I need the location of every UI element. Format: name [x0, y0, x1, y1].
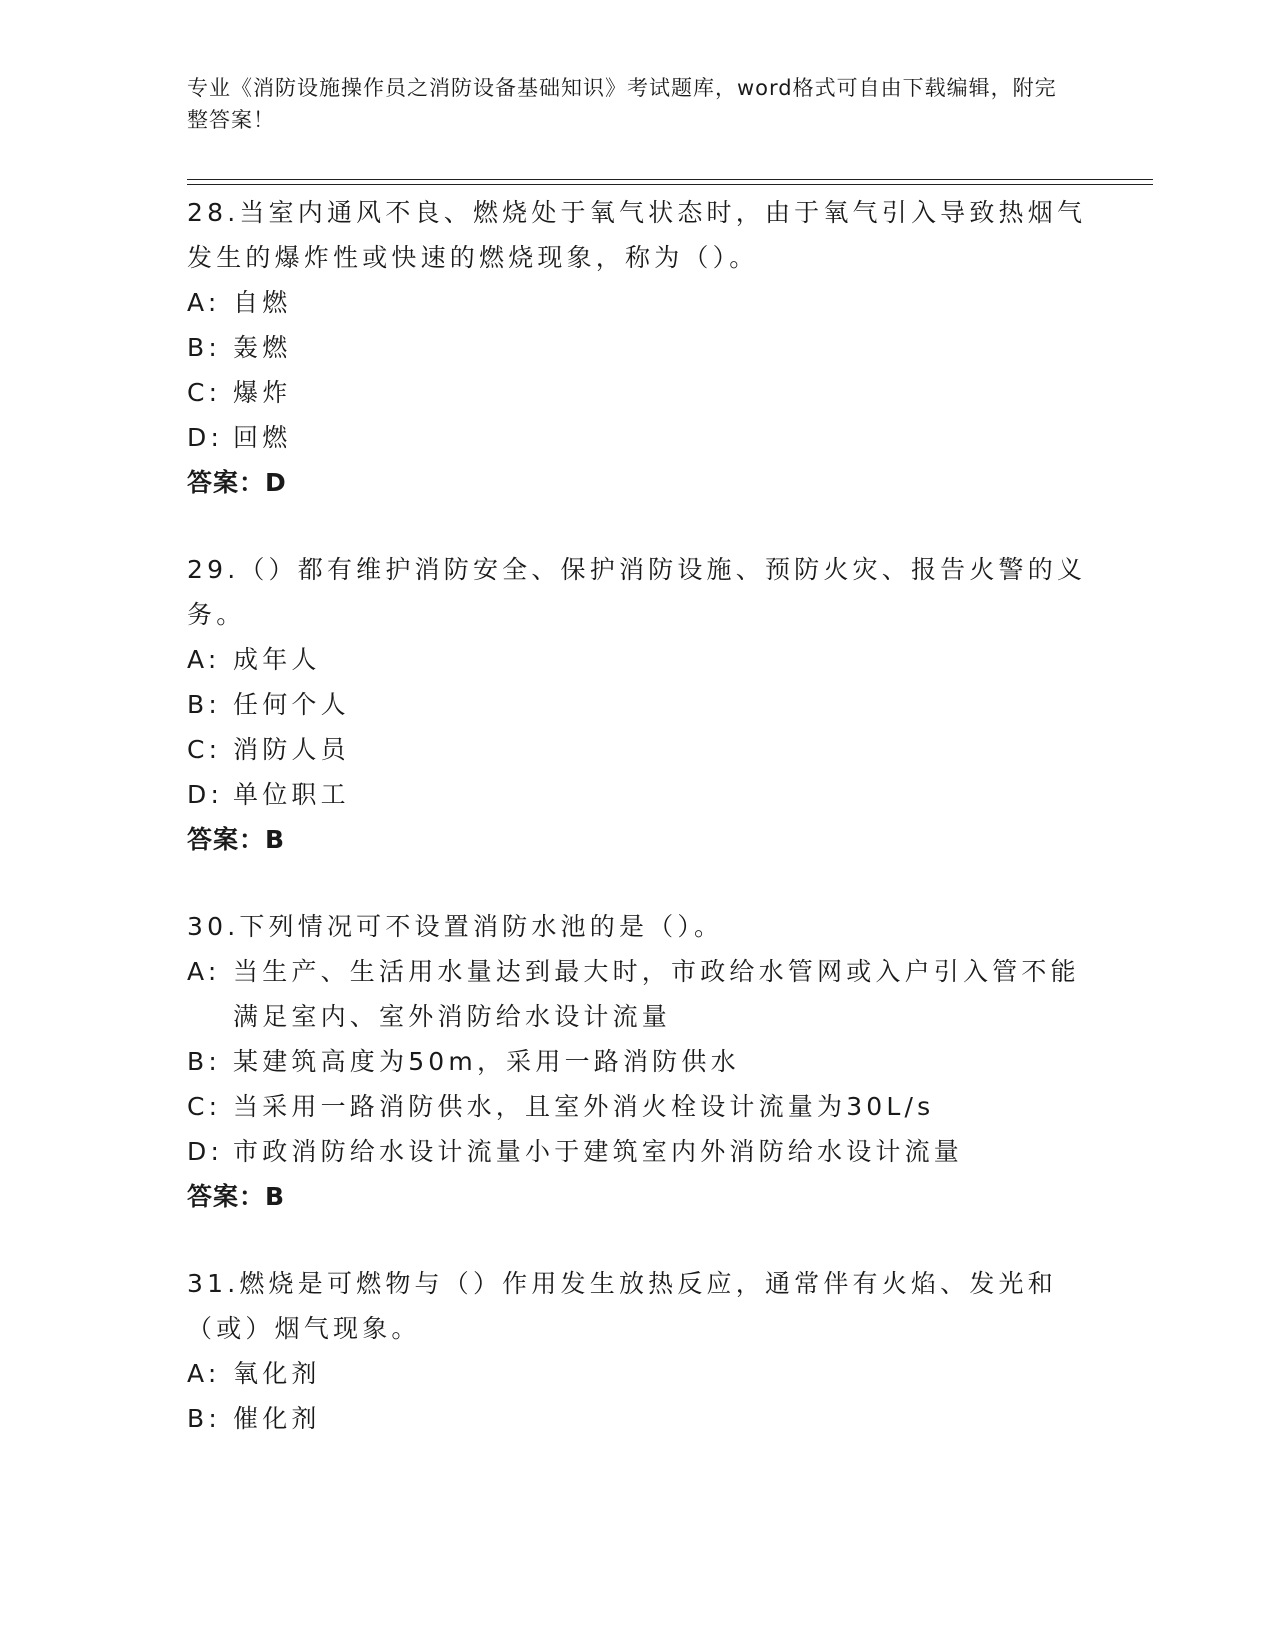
document-header: 专业《消防设施操作员之消防设备基础知识》考试题库，word格式可自由下载编辑，附完整答案！ — [187, 76, 1057, 132]
option-key: A: — [187, 645, 221, 674]
option-key: D: — [187, 1137, 224, 1166]
option-key: D: — [187, 780, 224, 809]
option-key: A: — [187, 1359, 221, 1388]
option-text: 自燃 — [233, 288, 292, 317]
option-text: 任何个人 — [233, 690, 350, 719]
option-d — [187, 1129, 1087, 1174]
question-30 — [187, 904, 1087, 1219]
option-key: D: — [187, 423, 224, 452]
answer-value: B — [265, 825, 286, 854]
option-text: 催化剂 — [233, 1404, 321, 1433]
question-28 — [187, 190, 1087, 505]
question-29 — [187, 547, 1087, 862]
option-text: 某建筑高度为50m，采用一路消防供水 — [233, 1047, 740, 1076]
option-text: 市政消防给水设计流量小于建筑室内外消防给水设计流量 — [233, 1137, 964, 1166]
answer-line — [187, 460, 1087, 505]
option-key: B: — [187, 1404, 221, 1433]
option-b — [187, 1039, 1087, 1084]
answer-line — [187, 1174, 1087, 1219]
answer-label: 答案： — [187, 468, 266, 497]
option-b — [187, 682, 1087, 727]
option-a — [187, 1351, 1087, 1396]
option-key: B: — [187, 1047, 221, 1076]
option-key: C: — [187, 378, 222, 407]
option-text: 爆炸 — [233, 378, 292, 407]
option-a — [187, 949, 1087, 1039]
question-stem: 28.当室内通风不良、燃烧处于氧气状态时，由于氧气引入导致热烟气发生的爆炸性或快速的燃烧现象，称为（）。 — [187, 198, 1087, 272]
option-c — [187, 727, 1087, 772]
option-key: C: — [187, 1092, 222, 1121]
question-stem: 31.燃烧是可燃物与（）作用发生放热反应，通常伴有火焰、发光和（或）烟气现象。 — [187, 1269, 1057, 1343]
option-key: B: — [187, 333, 221, 362]
option-c — [187, 1084, 1087, 1129]
option-text: 单位职工 — [233, 780, 350, 809]
question-31 — [187, 1261, 1087, 1441]
question-list — [187, 190, 1087, 1483]
option-d — [187, 772, 1087, 817]
option-text: 轰燃 — [233, 333, 292, 362]
answer-value: B — [265, 1182, 286, 1211]
question-stem: 29.（）都有维护消防安全、保护消防设施、预防火灾、报告火警的义务。 — [187, 555, 1087, 629]
option-a — [187, 280, 1087, 325]
option-b — [187, 325, 1087, 370]
option-text: 消防人员 — [233, 735, 350, 764]
option-a — [187, 637, 1087, 682]
answer-value: D — [265, 468, 287, 497]
option-key: A: — [187, 288, 221, 317]
option-key: B: — [187, 690, 221, 719]
option-text: 成年人 — [233, 645, 321, 674]
answer-label: 答案： — [187, 825, 266, 854]
header-rule-top — [187, 179, 1153, 180]
option-key: A: — [187, 957, 221, 986]
option-d — [187, 415, 1087, 460]
option-c — [187, 370, 1087, 415]
header-rule-bottom — [187, 184, 1153, 185]
answer-label: 答案： — [187, 1182, 266, 1211]
option-text: 当采用一路消防供水，且室外消火栓设计流量为30L/s — [233, 1092, 935, 1121]
question-stem: 30.下列情况可不设置消防水池的是（）。 — [187, 912, 724, 941]
answer-line — [187, 817, 1087, 862]
option-text: 氧化剂 — [233, 1359, 321, 1388]
option-text: 当生产、生活用水量达到最大时，市政给水管网或入户引入管不能满足室内、室外消防给水设计流量 — [233, 957, 1080, 1031]
option-text: 回燃 — [233, 423, 292, 452]
option-b — [187, 1396, 1087, 1441]
option-key: C: — [187, 735, 222, 764]
